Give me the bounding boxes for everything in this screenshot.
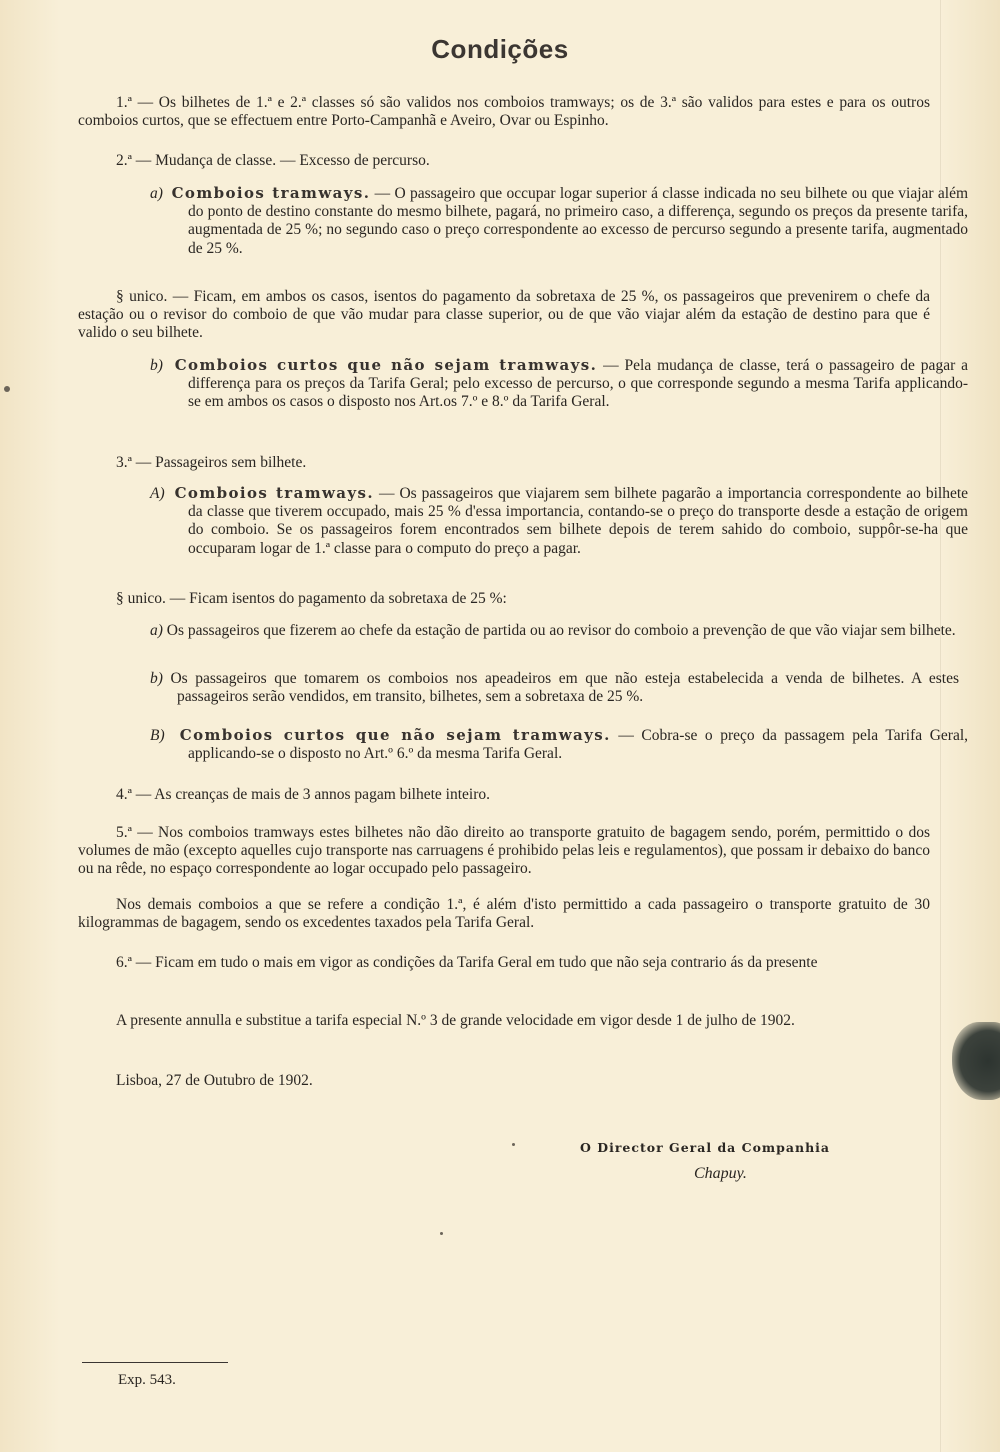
clause-text: Os passageiros que tomarem os comboios nos apeadeiros em que não esteja estabelecida a venda de bilhetes. A estes passageiros serão vendidos, em transito, bilhetes, sem a sobretaxa de 25 %. [170, 670, 960, 706]
condition-3B [150, 726, 968, 763]
place-date: Lisboa, 27 de Outubro de 1902. [116, 1072, 313, 1089]
condition-4: 4.ª — As creanças de mais de 3 annos pagam bilhete inteiro. [116, 786, 491, 803]
condition-2-unico: § unico. — Ficam, em ambos os casos, isentos do pagamento da sobretaxa de 25 %, os passageiros que prevenirem o chefe da estação ou o revisor do comboio de que vão mudar para classe superior, ou de que vão viajar além da estação de destino para que é valido o seu bilhete. [78, 288, 930, 342]
clause-label: a) [150, 622, 163, 639]
condition-3A [150, 484, 968, 558]
clause-label: b) [150, 670, 163, 687]
page-title: Condições [431, 34, 569, 64]
clause-heading: Comboios tramways. [171, 184, 371, 202]
clause-heading: Comboios curtos que não sejam tramways. [174, 356, 598, 374]
clause-text: — Cobra-se o preço da passagem pela Tarifa Geral, applicando-se o disposto no Art.º 6.º da mesma Tarifa Geral. [188, 727, 969, 763]
paper-spot [4, 386, 10, 392]
clause-label: B) [150, 727, 165, 744]
condition-2-heading: 2.ª — Mudança de classe. — Excesso de percurso. [116, 152, 430, 169]
signatory-name: Chapuy. [694, 1165, 747, 1182]
condition-3-heading: 3.ª — Passageiros sem bilhete. [116, 454, 307, 471]
paper-spot [440, 1232, 443, 1235]
paper-spot [512, 1143, 515, 1146]
condition-1: 1.ª — Os bilhetes de 1.ª e 2.ª classes só são validos nos comboios tramways; os de 3.ª são validos para estes e para os outros comboios curtos, que se effectuem entre Porto-Campanhã e Aveiro, Ovar ou Espinho. [78, 94, 930, 130]
footnote: Exp. 543. [118, 1372, 176, 1388]
annulment-notice: A presente annulla e substitue a tarifa especial N.º 3 de grande velocidade em vigor desde 1 de julho de 1902. [116, 1012, 795, 1029]
clause-label: A) [150, 485, 165, 502]
clause-text: — O passageiro que occupar logar superior á classe indicada no seu bilhete ou que viajar além do ponto de destino constante do mesmo bilhete, pagará, no primeiro caso, a differença, segundo os preços da presente tarifa, augmentada de 25 %; no segundo caso o preço correspondente ao excesso de percurso segundo a presente tarifa, augmentado de 25 %. [188, 185, 969, 257]
ink-stain [952, 1022, 1000, 1100]
condition-3a [150, 622, 959, 640]
clause-text: — Pela mudança de classe, terá o passageiro de pagar a differença para os preços da Tarifa Geral; pelo excesso de percurso, o que corresponde segundo a mesma Tarifa applicando-se em ambos os casos o disposto nos Art.os 7.º e 8.º da Tarifa Geral. [188, 357, 968, 411]
condition-3-unico: § unico. — Ficam isentos do pagamento da sobretaxa de 25 %: [116, 590, 507, 607]
condition-5-paragraph-2: Nos demais comboios a que se refere a condição 1.ª, é além d'isto permittido a cada passageiro o transporte gratuito de 30 kilogrammas de bagagem, sendo os excedentes taxados pela Tarifa Geral. [78, 896, 930, 932]
signatory-title: O Director Geral da Companhia [580, 1140, 831, 1155]
condition-6: 6.ª — Ficam em tudo o mais em vigor as condições da Tarifa Geral em tudo que não seja contrario ás da presente [116, 954, 818, 971]
clause-label: b) [150, 357, 163, 374]
clause-label: a) [150, 185, 163, 202]
clause-text: — Os passageiros que viajarem sem bilhete pagarão a importancia correspondente ao bilhete da classe que tiverem occupado, mais 25 % d'essa importancia, contando-se o preço do transporte desde a estação de origem do comboio. Se os passageiros forem encontrados sem bilhete depois de terem sahido do comboio, suppôr-se-ha que occuparam logar de 1.ª classe para o computo do preço a pagar. [188, 485, 969, 557]
condition-3b [150, 670, 959, 706]
clause-heading: Comboios curtos que não sejam tramways. [179, 726, 611, 744]
footnote-rule [82, 1362, 228, 1363]
clause-heading: Comboios tramways. [174, 484, 375, 502]
condition-2a [150, 184, 968, 258]
clause-text: Os passageiros que fizerem ao chefe da estação de partida ou ao revisor do comboio a prevenção de que vão viajar sem bilhete. [166, 622, 956, 639]
condition-2b [150, 356, 968, 412]
condition-5-paragraph-1: 5.ª — Nos comboios tramways estes bilhetes não dão direito ao transporte gratuito de bagagem sendo, porém, permittido o dos volumes de mão (excepto aquelles cujo transporte nas carruagens é prohibido pelas leis e regulamentos), que possam ir debaixo do banco ou na rêde, no espaço correspondente ao logar occupado pelo passageiro. [78, 824, 930, 878]
